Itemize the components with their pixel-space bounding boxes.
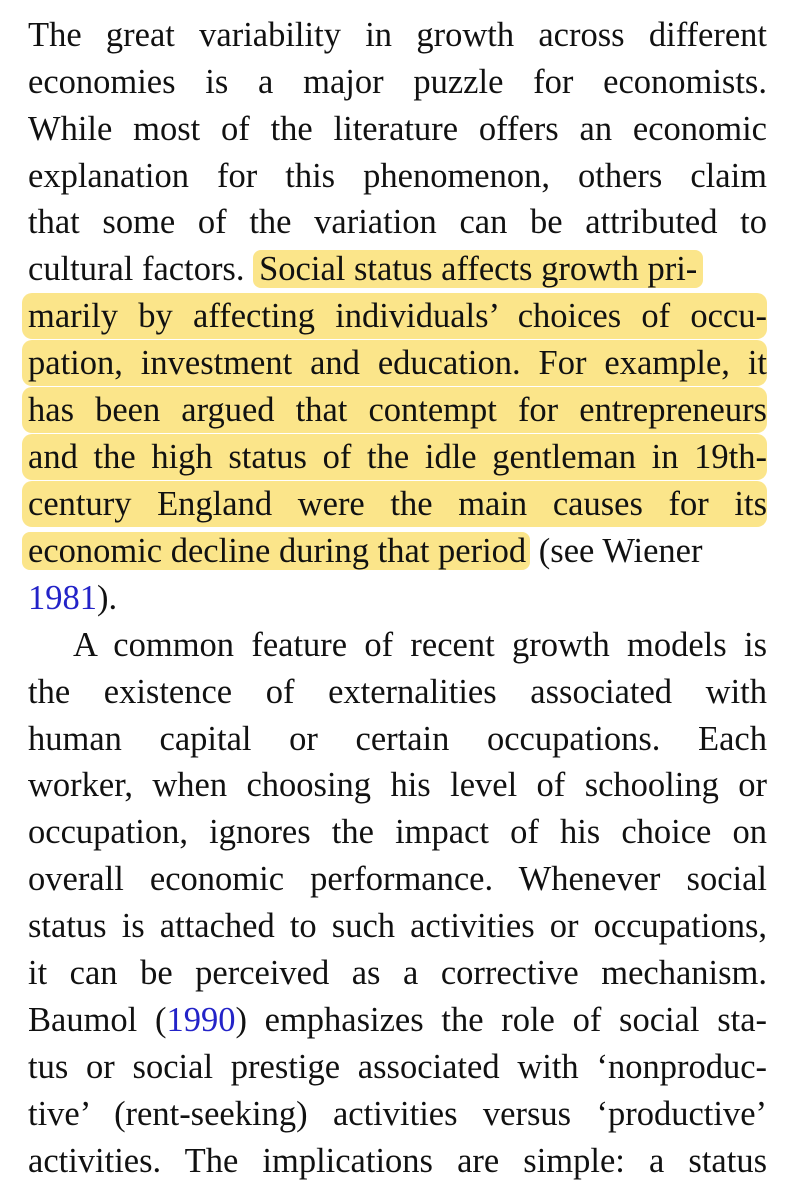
plain-text: ) emphasizes the role of social sta- [235,1001,768,1039]
text-line: it can be perceived as a corrective mechanism. [28,954,767,992]
text-line [28,997,767,1043]
text-line: economies is a major puzzle for economists. [28,63,767,101]
text-line: the existence of externalities associated with [28,673,767,711]
citation-link[interactable]: 1990 [166,1001,236,1039]
text-line [28,246,767,292]
highlighted-text-line: and the high status of the idle gentleman in 19th- [22,434,767,480]
plain-text: cultural factors. [28,250,245,288]
text-line: tus or social prestige associated with ‘nonproduc- [28,1048,767,1086]
text-line: that some of the variation can be attributed to [28,203,767,241]
text-line [22,528,767,574]
plain-text: Baumol ( [28,1001,167,1039]
highlighted-text-line: pation, investment and education. For example, it [22,340,767,386]
highlighted-text: Social status affects growth pri- [253,250,703,288]
text-line: human capital or certain occupations. Each [28,720,767,758]
text-line: A common feature of recent growth models is [73,626,767,664]
text-line: While most of the literature offers an economic [28,110,767,148]
text-line: The great variability in growth across different [28,16,767,54]
highlighted-text-line: marily by affecting individuals’ choices of occu- [22,293,767,339]
text-line: activities. The implications are simple: a status [28,1142,767,1180]
text-line: status is attached to such activities or occupations, [28,907,767,945]
text-line: occupation, ignores the impact of his choice on [28,813,767,851]
highlighted-text-line: century England were the main causes for its [22,481,767,527]
highlighted-text: economic decline during that period [22,532,530,570]
citation-link[interactable]: 1981 [28,579,97,617]
highlighted-text-line: has been argued that contempt for entrepreneurs [22,387,767,433]
text-line: tive’ (rent-seeking) activities versus ‘productive’ [28,1095,767,1133]
text-line: worker, when choosing his level of schooling or [28,766,767,804]
text-line: explanation for this phenomenon, others claim [28,157,767,195]
text-line: overall economic performance. Whenever social [28,860,767,898]
text-line [28,575,767,621]
plain-text: ). [97,579,118,617]
plain-text: (see Wiener [538,532,703,570]
